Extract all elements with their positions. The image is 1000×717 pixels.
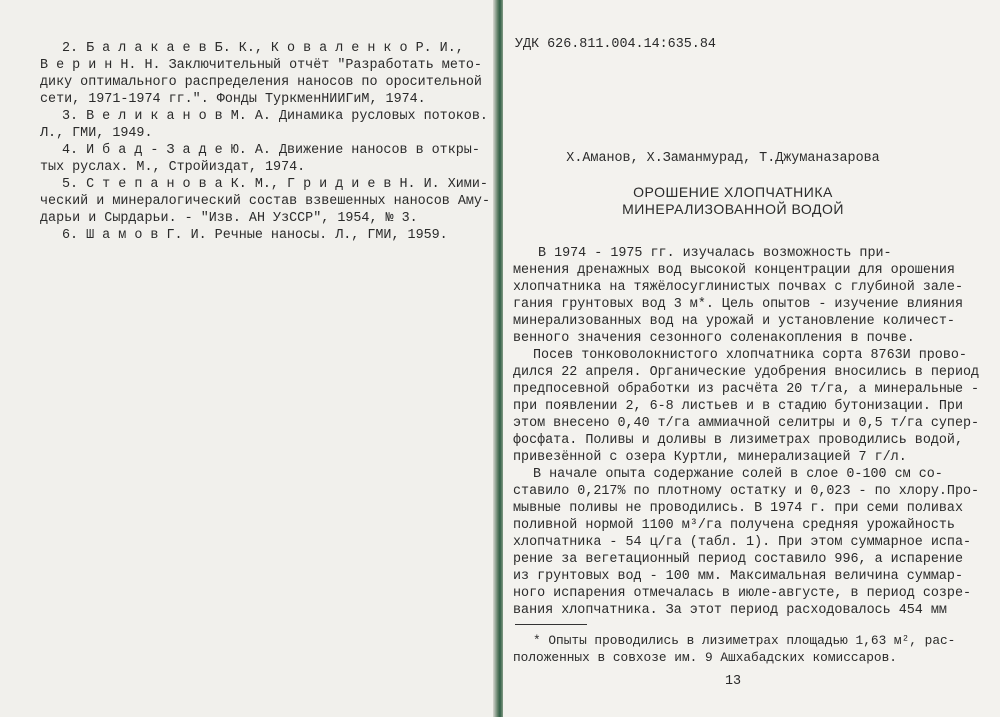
body-line: привезённой с озера Куртли, минерализацией 7 г/л. — [513, 450, 907, 465]
body-line: гания грунтовых вод 3 м*. Цель опытов - изучение влияния — [513, 297, 963, 312]
footnote-line: * Опыты проводились в лизиметрах площадью 1,63 м², рас- — [533, 633, 956, 648]
page-number: 13 — [724, 674, 742, 689]
footnote-line: положенных в совхозе им. 9 Ашхабадских комиссаров. — [513, 650, 897, 665]
body-line: из грунтовых вод - 100 мм. Максимальная величина суммар- — [513, 569, 963, 584]
body-line: предпосевной обработки из расчёта 20 т/га, а минеральные - — [513, 382, 980, 397]
body-line: В 1974 - 1975 гг. изучалась возможность при- — [538, 246, 892, 261]
reference-line: 6. Ш а м о в Г. И. Речные наносы. Л., ГМИ, 1959. — [62, 228, 448, 243]
body-line: рение за вегетационный период составило 996, а испарение — [513, 552, 963, 567]
body-line: хлопчатника на тяжёлосуглинистых почвах с глубиной зале- — [513, 280, 963, 295]
body-line: мывные поливы не проводились. В 1974 г. при семи поливах — [513, 501, 963, 516]
body-line: ного испарения отмечалась в июле-августе, в период созре- — [513, 586, 972, 601]
reference-line: 3. В е л и к а н о в М. А. Динамика русловых потоков. — [62, 109, 488, 124]
body-line: В начале опыта содержание солей в слое 0-100 см со- — [533, 467, 943, 482]
authors: Х.Аманов, Х.Заманмурад, Т.Джуманазарова — [566, 151, 880, 166]
udk-code: УДК 626.811.004.14:635.84 — [515, 37, 716, 52]
body-line: венного значения сезонного соленакопления в почве. — [513, 331, 915, 346]
article-title-line2: МИНЕРАЛИЗОВАННОЙ ВОДОЙ — [622, 201, 844, 217]
reference-line: 4. И б а д - З а д е Ю. А. Движение наносов в откры- — [62, 143, 480, 158]
body-line: ставило 0,217% по плотному остатку и 0,023 - по хлору.Про- — [513, 484, 980, 499]
footnote-divider — [515, 624, 587, 625]
body-line: Посев тонковолокнистого хлопчатника сорта 8763И прово- — [533, 348, 967, 363]
body-line: хлопчатника - 54 ц/га (табл. 1). При этом суммарное испа- — [513, 535, 972, 550]
left-page — [0, 0, 497, 717]
body-line: поливной нормой 1100 м³/га получена средняя урожайность — [513, 518, 955, 533]
article-title-line1: ОРОШЕНИЕ ХЛОПЧАТНИКА — [633, 184, 833, 200]
body-line: дился 22 апреля. Органические удобрения вносились в период — [513, 365, 980, 380]
reference-line: тых руслах. М., Стройиздат, 1974. — [40, 160, 306, 175]
body-line: менения дренажных вод высокой концентрации для орошения — [513, 263, 955, 278]
reference-line: ческий и минералогический состав взвешенных наносов Аму- — [40, 194, 490, 209]
body-line: вания хлопчатника. За этот период расходовалось 454 мм — [513, 603, 947, 618]
reference-line: дарьи и Сырдарьи. - "Изв. АН УзССР", 1954, № 3. — [40, 211, 418, 226]
reference-line: Л., ГМИ, 1949. — [40, 126, 153, 141]
body-line: минерализованных вод на урожай и установление количест- — [513, 314, 955, 329]
body-line: при появлении 2, 6-8 листьев и в стадию бутонизации. При — [513, 399, 963, 414]
body-line: фосфата. Поливы и доливы в лизиметрах проводились водой, — [513, 433, 963, 448]
reference-line: 2. Б а л а к а е в Б. К., К о в а л е н к о Р. И., — [62, 41, 464, 56]
right-page — [503, 0, 1000, 717]
reference-line: сети, 1971-1974 гг.". Фонды ТуркменНИИГиМ, 1974. — [40, 92, 426, 107]
reference-line: В е р и н Н. Н. Заключительный отчёт "Разработать мето- — [40, 58, 482, 73]
reference-line: 5. С т е п а н о в а К. М., Г р и д и е в Н. И. Хими- — [62, 177, 488, 192]
body-line: этом внесено 0,40 т/га аммиачной селитры и 0,5 т/га супер- — [513, 416, 980, 431]
reference-line: дику оптимального распределения наносов по оросительной — [40, 75, 482, 90]
